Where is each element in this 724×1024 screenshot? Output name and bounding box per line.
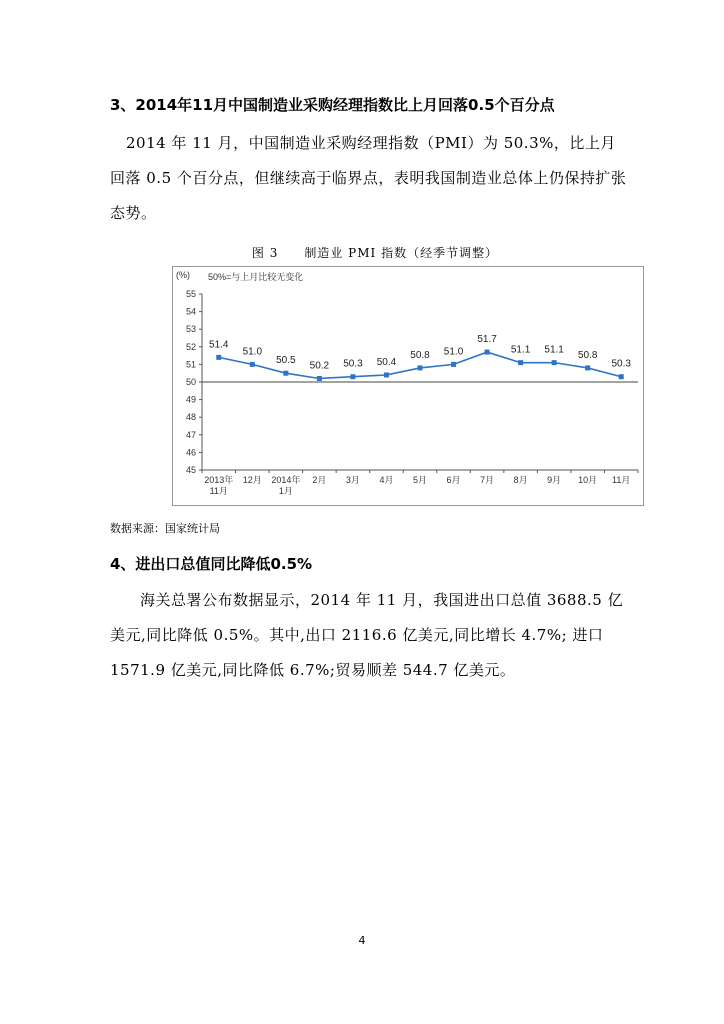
data-point <box>350 374 355 379</box>
y-tick-label: 55 <box>185 289 196 299</box>
y-tick-label: 50 <box>185 377 196 387</box>
y-tick-label: 51 <box>185 359 196 370</box>
data-point <box>384 372 389 377</box>
data-point <box>585 365 590 370</box>
x-tick-label: 3月 <box>345 475 360 485</box>
data-label: 50.8 <box>577 349 598 361</box>
data-label: 50.8 <box>410 349 430 361</box>
y-tick-label: 46 <box>185 447 196 458</box>
data-label: 51.0 <box>443 346 464 358</box>
data-source: 数据来源：国家统计局 <box>110 522 220 535</box>
data-point <box>317 376 322 381</box>
x-tick-label: 12月 <box>242 475 262 485</box>
x-tick-label: 11月 <box>209 486 228 496</box>
x-tick-label: 6月 <box>446 475 461 485</box>
x-tick-label: 8月 <box>513 475 528 485</box>
data-label: 50.3 <box>343 358 363 370</box>
section-4-heading: 4、进出口总值同比降低0.5% <box>110 555 313 573</box>
y-unit-label: (%) <box>176 270 190 280</box>
data-point <box>485 350 490 355</box>
x-tick-label: 11月 <box>612 475 631 485</box>
data-point <box>418 365 423 370</box>
y-tick-label: 48 <box>185 412 196 423</box>
x-tick-label: 10月 <box>578 475 598 485</box>
x-tick-label: 7月 <box>480 475 495 485</box>
data-point <box>552 360 557 365</box>
x-tick-label: 2月 <box>312 475 327 485</box>
x-tick-label: 5月 <box>412 475 428 485</box>
data-point <box>619 374 624 379</box>
figure-caption: 图 3 制造业 PMI 指数（经季节调整） <box>251 246 499 260</box>
x-tick-label: 9月 <box>547 475 562 485</box>
y-tick-label: 47 <box>185 429 196 440</box>
section-3-heading: 3、2014年11月中国制造业采购经理指数比上月回落0.5个百分点 <box>110 96 555 114</box>
section-3-paragraph: 2014 年 11 月，中国制造业采购经理指数（PMI）为 50.3%，比上月回落 0.5 个百分点，但继续高于临界点，表明我国制造业总体上仍保持扩张态势。 <box>110 134 627 222</box>
data-label: 50.4 <box>376 356 397 368</box>
y-tick-label: 49 <box>185 394 196 405</box>
data-point <box>518 360 523 365</box>
legend-text: 50%=与上月比较无变化 <box>208 272 304 282</box>
y-tick-label: 45 <box>185 465 196 475</box>
data-point <box>250 362 255 367</box>
data-point <box>216 355 221 360</box>
x-tick-label: 1月 <box>278 486 293 496</box>
page-number: 4 <box>358 934 366 947</box>
section-4-paragraph: 海关总署公布数据显示，2014 年 11 月，我国进出口总值 3688.5 亿美元,同比降低 0.5%。其中,出口 2116.6 亿美元,同比增长 4.7%; 进口 1571.9 亿美元,同比降低 6.7%;贸易顺差 544.7 亿美元。 <box>110 591 624 679</box>
data-label: 50.2 <box>309 360 330 372</box>
x-tick-label: 2013年 <box>204 475 234 485</box>
x-tick-label: 4月 <box>379 475 394 485</box>
data-label: 51.1 <box>544 344 564 356</box>
data-label: 51.7 <box>477 334 497 346</box>
data-label: 50.5 <box>276 355 296 367</box>
data-label: 51.1 <box>510 344 531 356</box>
data-label: 51.4 <box>209 339 229 351</box>
x-tick-label: 2014年 <box>271 475 301 485</box>
pmi-chart-svg <box>172 266 644 506</box>
data-label: 51.0 <box>242 346 263 358</box>
y-tick-label: 54 <box>185 306 196 317</box>
pmi-chart <box>172 266 644 506</box>
data-label: 50.3 <box>611 358 631 370</box>
data-point <box>283 371 288 376</box>
y-tick-label: 52 <box>185 341 196 352</box>
data-point <box>451 362 456 367</box>
y-tick-label: 53 <box>185 324 196 335</box>
